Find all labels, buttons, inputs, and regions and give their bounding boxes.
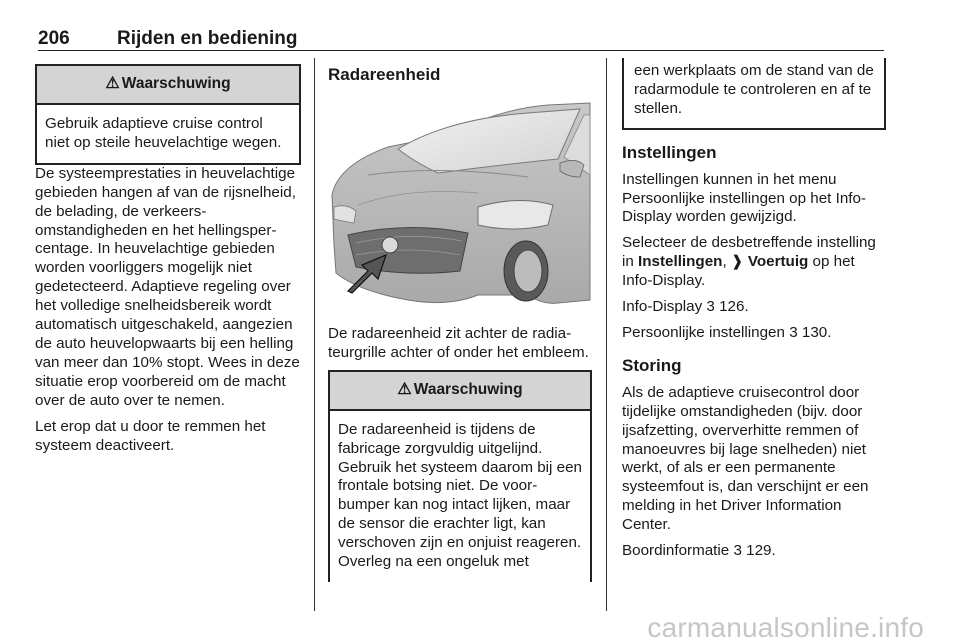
- warning-triangle-icon: ⚠: [105, 75, 120, 93]
- text-span: Persoonlijke instellingen: [622, 323, 785, 341]
- car-radar-image: [328, 95, 592, 307]
- column-left: [35, 64, 301, 462]
- text-span: Info-Display: [622, 298, 703, 316]
- watermark: carmanualsonline.info: [647, 612, 924, 643]
- page-title: Rijden en bediening: [117, 28, 298, 49]
- page-ref-link[interactable]: 126.: [719, 298, 749, 316]
- warning-body: Gebruik adaptieve cruise control niet op steile heuvelachtige wegen.: [45, 115, 282, 151]
- paragraph-hills: De systeemprestaties in heuvelachtige gebieden hangen af van de rijsnelheid, de belading, de verkeersomstandigheden en het hellingspercentage. In heuvelachtige gebieden worden voorliggers mogelijk niet gedetecteerd. Adaptieve regeling over het volledige snelheidsbereik wordt automatisch uitgeschakeld, aangezien de auto heuvelopwaarts bij een helling van meer dan 10% stopt. Wees in deze situatie erop voorbereid om de macht over de auto over te nemen.: [35, 164, 300, 409]
- column-right: [622, 64, 886, 568]
- menu-instellingen: Instellingen: [638, 253, 723, 271]
- paragraph-deactivate: Let erop dat u door te remmen het systeem deactiveert.: [35, 417, 266, 454]
- section-settings: [622, 144, 886, 343]
- warning-body: De radareenheid is tijdens de fabricage zorgvuldig uitgelijnd. Gebruik het systeem daarom bij een frontale botsing niet. De voorbumper kan nog intact lijken, maar de sensor die erachter ligt, kan verschoven zijn en onjuist reageren. Overleg na een ongeluk met: [338, 420, 582, 571]
- text-span: Boordinformatie: [622, 542, 730, 560]
- text-span: ,: [722, 253, 731, 271]
- warning-title: Waarschuwing: [413, 380, 523, 398]
- menu-voertuig: Voertuig: [743, 253, 809, 271]
- page-header: [38, 22, 884, 51]
- section-heading-radar: Radareenheid: [328, 65, 441, 84]
- warning-box-radar: [328, 370, 592, 582]
- warning-header: [37, 66, 299, 105]
- section-heading-storing: Storing: [622, 355, 682, 375]
- radar-caption: De radareenheid zit achter de radiateurgrille achter of onder het embleem.: [328, 324, 589, 361]
- section-storing: [622, 357, 886, 561]
- page-ref-link[interactable]: 130.: [801, 323, 832, 341]
- page-ref-link[interactable]: 129.: [746, 542, 776, 560]
- warning-box-hills: [35, 64, 301, 165]
- page-ref-icon: 3: [706, 298, 715, 316]
- section-heading-settings: Instellingen: [622, 142, 717, 162]
- column-divider-left: [314, 58, 315, 611]
- column-divider-right: [606, 58, 607, 611]
- car-front-illustration: [328, 95, 592, 307]
- page-ref-icon: 3: [789, 323, 798, 341]
- warning-box-radar-continued: een werkplaats om de stand van de radarmodule te controleren en af te stellen.: [622, 58, 886, 130]
- warning-header: [330, 372, 590, 411]
- settings-ref-info-display: [622, 298, 886, 317]
- page-number: 206: [38, 28, 70, 49]
- settings-paragraph-1: Instellingen kunnen in het menu Persoonlijke instellingen op het Info-Display worden gewijzigd.: [622, 170, 866, 226]
- page-ref-icon: 3: [733, 542, 742, 560]
- warning-title: Waarschuwing: [121, 75, 231, 93]
- storing-paragraph-1: Als de adaptieve cruisecontrol door tijdelijke omstandigheden (bijv. door ijsafzetting, oververhitte remmen of manoeuvres bij lage snelheden) niet werkt, of als er een permanente systeemfout is, dan verschijnt er een melding in het Driver Information Center.: [622, 383, 869, 534]
- text-span: Selecteer de desbetreffende instelling in: [622, 234, 876, 271]
- storing-ref-boordinformatie: [622, 542, 886, 561]
- column-middle: [328, 64, 592, 582]
- menu-arrow-icon: ❱: [730, 253, 744, 271]
- text-span: op het Info-Display.: [622, 253, 855, 290]
- warning-triangle-icon: ⚠: [397, 380, 412, 398]
- settings-ref-personal: [622, 324, 886, 343]
- settings-paragraph-2: [622, 234, 886, 291]
